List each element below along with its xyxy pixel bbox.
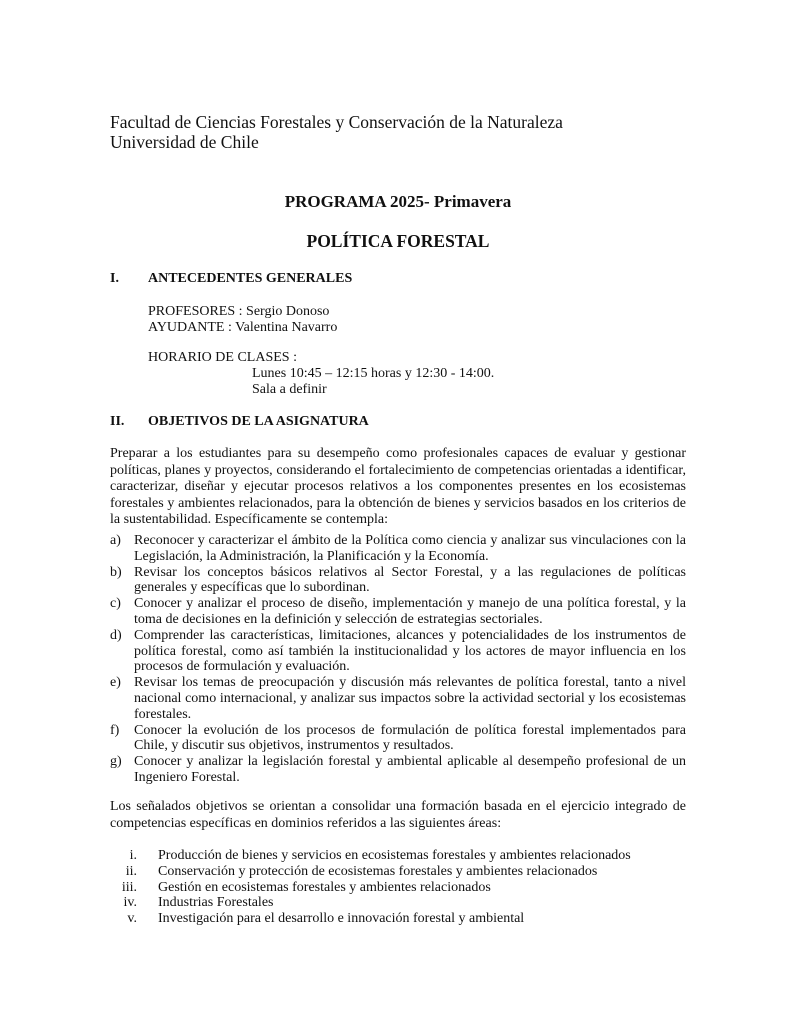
list-item-text: Producción de bienes y servicios en ecosistemas forestales y ambientes relacionados: [158, 848, 631, 863]
faculty-name: Facultad de Ciencias Forestales y Conservación de la Naturaleza: [110, 112, 563, 132]
list-item-label: i.: [129, 848, 137, 863]
list-item-label: f): [110, 722, 120, 738]
list-item-label: b): [110, 564, 122, 580]
horario-label: HORARIO DE CLASES :: [148, 350, 297, 365]
horario-room: Sala a definir: [252, 382, 327, 397]
list-item: [110, 723, 686, 755]
list-item-text: Conservación y protección de ecosistemas forestales y ambientes relacionados: [158, 863, 598, 879]
list-item-text: Comprender las características, limitaciones, alcances y potencialidades de los instrumentos de política forestal, como así también la institucionalidad y los actores de mayor influencia en los procesos de formulación y evaluación.: [134, 627, 686, 675]
list-item-label: e): [110, 675, 121, 691]
areas-list: [110, 848, 670, 927]
list-item: [110, 565, 686, 597]
ayudante-line: AYUDANTE : Valentina Navarro: [148, 320, 338, 335]
list-item: [110, 754, 686, 786]
list-item-text: Conocer y analizar la legislación forestal y ambiental aplicable al desempeño profesional de un Ingeniero Forestal.: [134, 754, 686, 785]
objectives-intro-paragraph: Preparar a los estudiantes para su desempeño como profesionales capaces de evaluar y gestionar políticas, planes y proyectos, considerando el fortalecimiento de competencias orientadas a identificar, caracterizar, diseñar y ejecutar procesos relativos a los componentes presentes en los ecosistemas forestales y ambientes relacionados, para la obtención de bienes y servicios basados en los criterios de la sustentabilidad. Específicamente se contempla:: [110, 446, 686, 528]
list-item-label: d): [110, 627, 122, 643]
section-title: ANTECEDENTES GENERALES: [148, 271, 353, 286]
list-item-label: a): [110, 533, 121, 548]
list-item: [110, 880, 670, 896]
section-number: I.: [110, 271, 119, 286]
profesores-line: PROFESORES : Sergio Donoso: [148, 304, 330, 319]
list-item: [110, 864, 670, 880]
list-item-text: Investigación para el desarrollo e innovación forestal y ambiental: [158, 911, 525, 927]
program-title: PROGRAMA 2025- Primavera: [284, 192, 512, 211]
list-item: [110, 596, 686, 628]
list-item-label: v.: [127, 911, 137, 927]
document-header: [110, 112, 563, 152]
list-item: [110, 675, 686, 722]
list-item: [110, 895, 670, 911]
list-item-label: g): [110, 754, 122, 770]
horario-time: Lunes 10:45 – 12:15 horas y 12:30 - 14:00.: [252, 366, 495, 381]
section-title: OBJETIVOS DE LA ASIGNATURA: [148, 414, 369, 429]
list-item: [110, 628, 686, 675]
list-item: [110, 533, 686, 565]
list-item: [110, 911, 670, 927]
section-number: II.: [110, 414, 125, 429]
list-item: [110, 848, 670, 864]
list-item-label: c): [110, 596, 121, 612]
course-title: POLÍTICA FORESTAL: [306, 231, 490, 251]
areas-intro-paragraph: Los señalados objetivos se orientan a consolidar una formación basada en el ejercicio integrado de competencias específicas en dominios referidos a las siguientes áreas:: [110, 799, 686, 831]
objectives-list: [110, 533, 686, 786]
list-item-text: Revisar los conceptos básicos relativos al Sector Forestal, y a las regulaciones de políticas generales y específicas que lo subordinan.: [134, 564, 686, 596]
list-item-text: Industrias Forestales: [158, 895, 274, 911]
list-item-label: iii.: [121, 879, 137, 895]
list-item-label: ii.: [125, 863, 137, 879]
list-item-label: iv.: [123, 895, 137, 911]
list-item-text: Conocer la evolución de los procesos de formulación de política forestal implementados para Chile, y discutir sus objetivos, instrumentos y resultados.: [134, 722, 686, 754]
list-item-text: Reconocer y caracterizar el ámbito de la Política como ciencia y analizar sus vinculaciones con la Legislación, la Administración, la Planificación y la Economía.: [134, 533, 686, 564]
list-item-text: Revisar los temas de preocupación y discusión más relevantes de política forestal, tanto a nivel nacional como internacional, y analizar sus impactos sobre la actividad sectorial y los ecosistemas forestales.: [134, 675, 686, 722]
university-name: Universidad de Chile: [110, 132, 259, 152]
list-item-text: Gestión en ecosistemas forestales y ambientes relacionados: [158, 879, 491, 895]
list-item-text: Conocer y analizar el proceso de diseño, implementación y manejo de una política forestal, y la toma de decisiones en la definición y selección de estrategias sectoriales.: [134, 596, 686, 627]
